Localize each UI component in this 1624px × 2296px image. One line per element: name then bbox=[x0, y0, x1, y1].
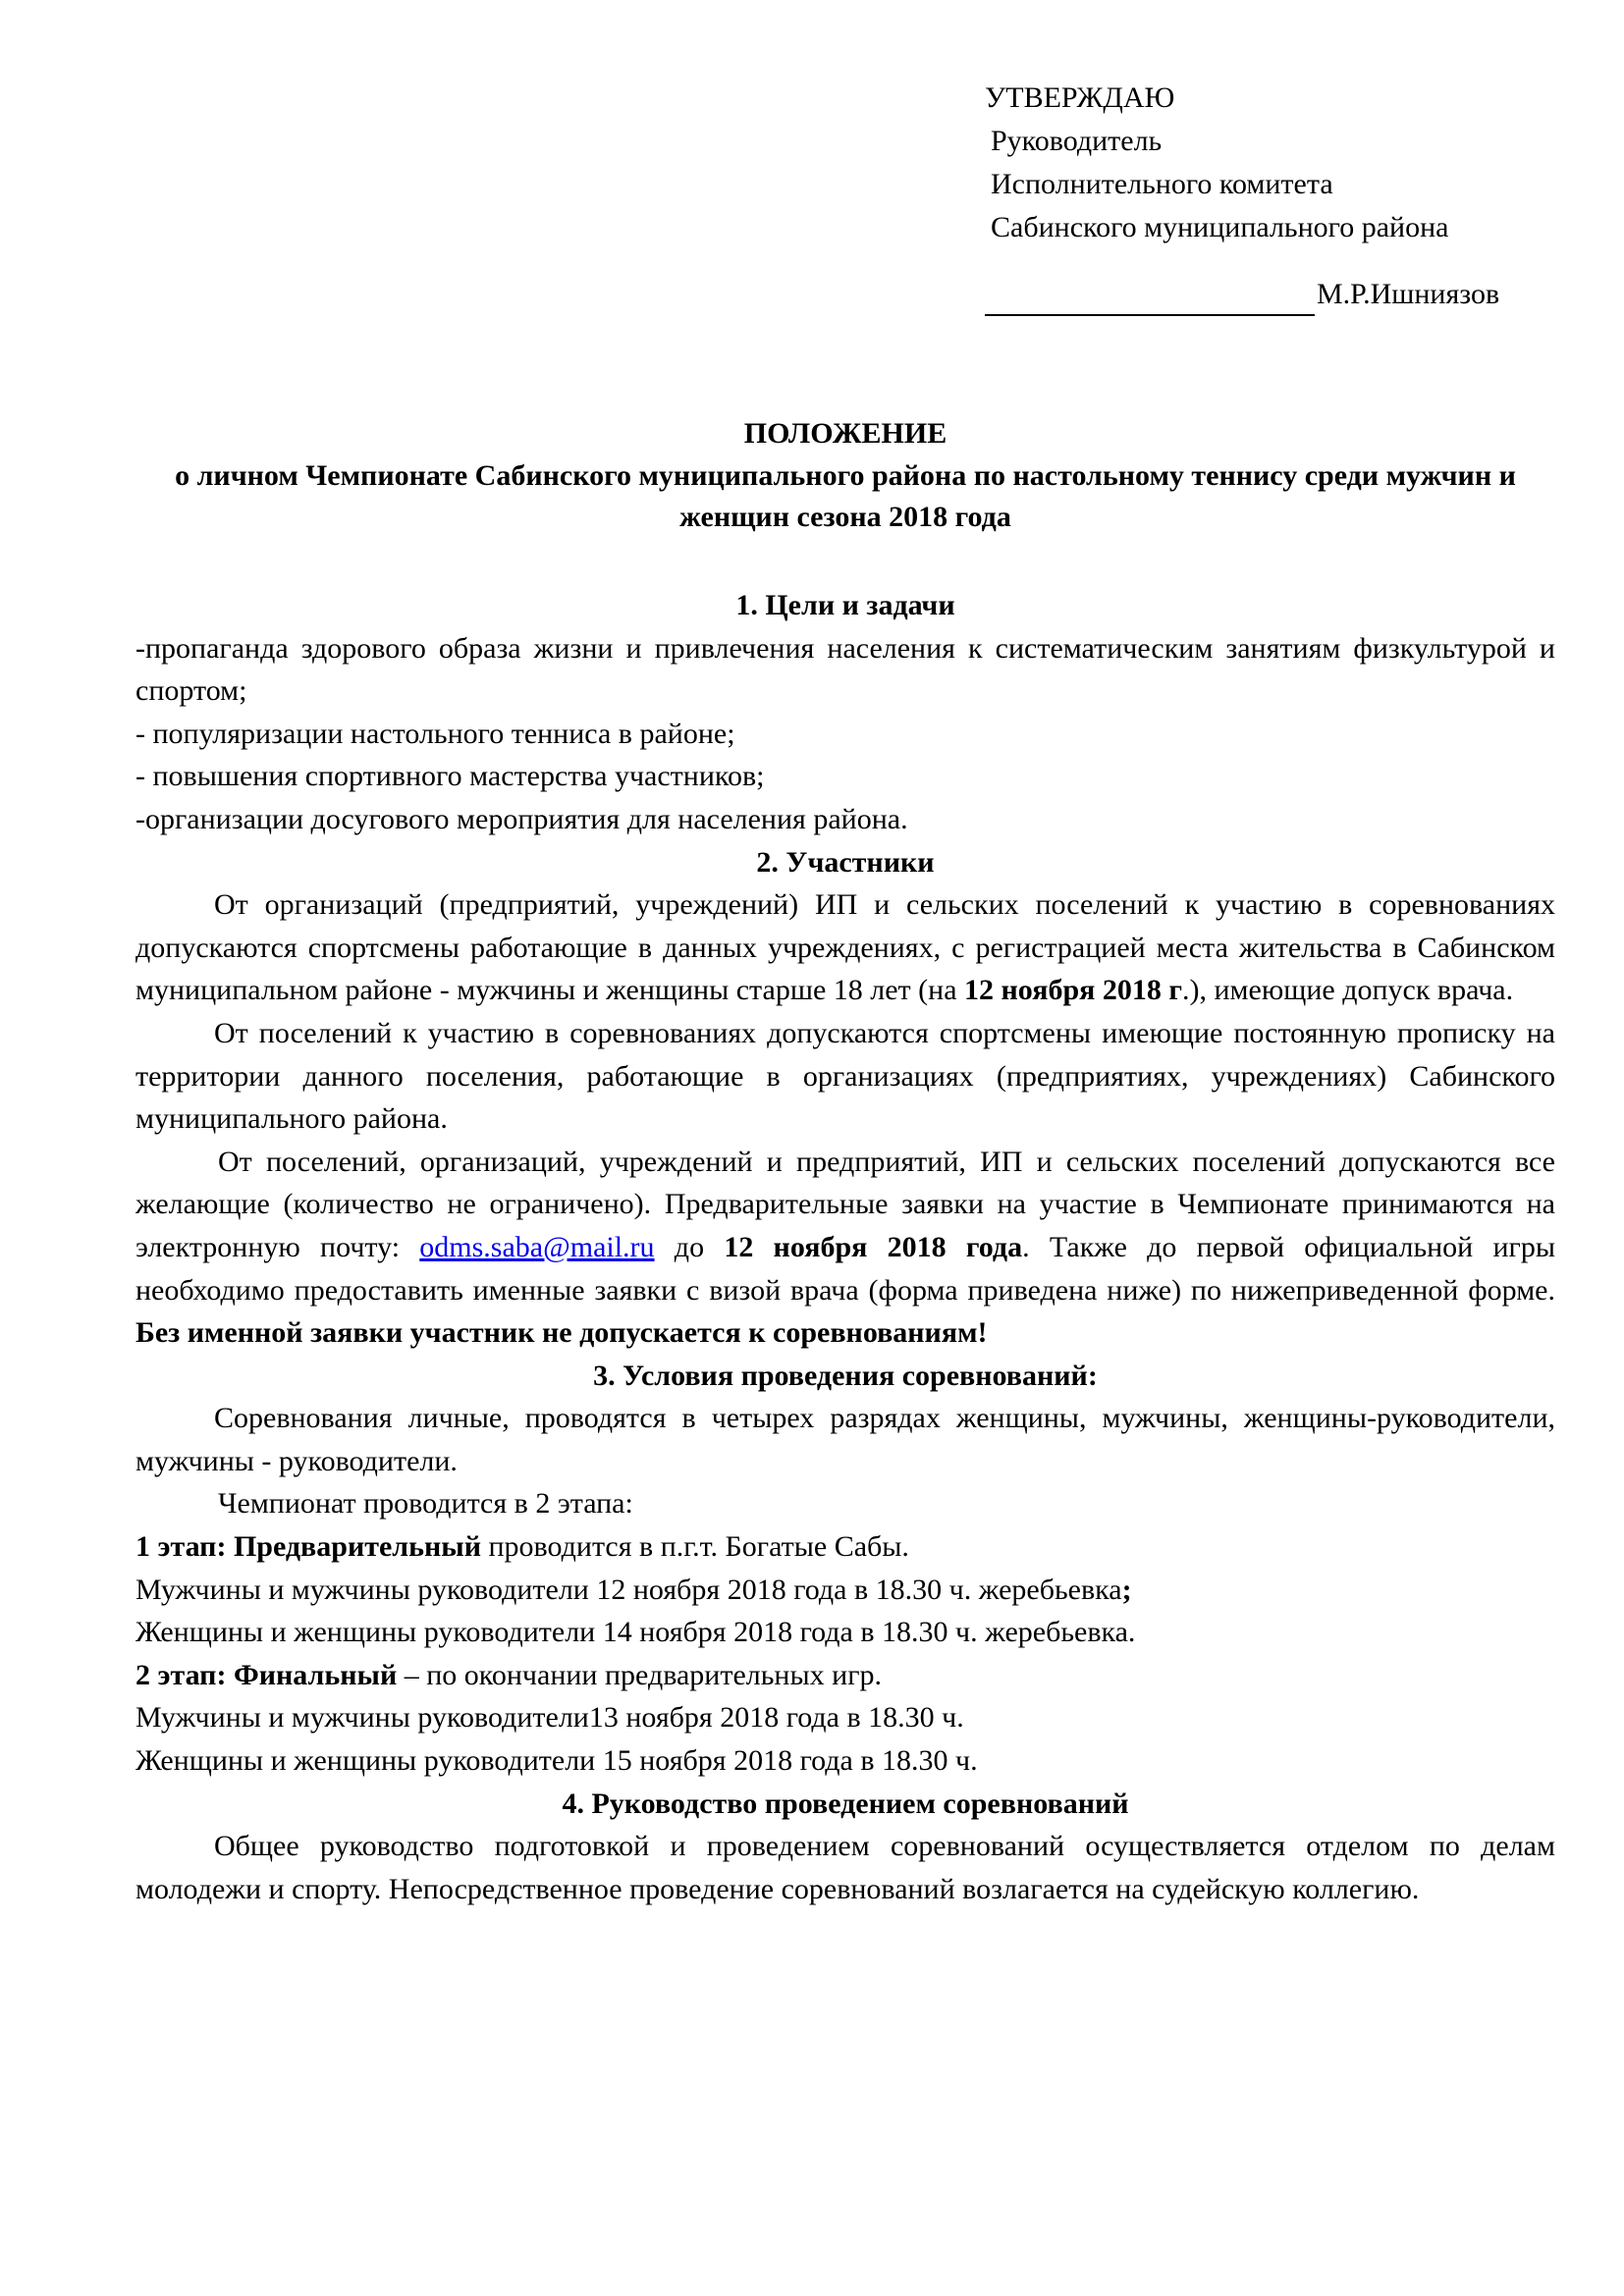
text-run: . Также до первой официальной игры необходимо предоставить именные заявки с визой врача (форма приведена ниже) по нижеприведенной форме. bbox=[135, 1230, 1555, 1307]
document-subtitle: о личном Чемпионате Сабинского муниципального района по настольному теннису среди мужчин и женщин сезона 2018 года bbox=[175, 459, 1516, 533]
document-title-block bbox=[137, 412, 1553, 538]
text-run-bold: ; bbox=[1121, 1573, 1132, 1606]
text-run: проводится в п.г.т. Богатые Сабы. bbox=[480, 1530, 909, 1564]
section-3-heading: 3. Условия проведения соревнований: bbox=[593, 1359, 1098, 1392]
approval-organization: Исполнительного комитета bbox=[991, 168, 1333, 200]
section-2-paragraph-1 bbox=[135, 883, 1555, 1012]
section-2-paragraph-3 bbox=[135, 1141, 1555, 1355]
text-run-bold: 12 ноября 2018 г bbox=[964, 974, 1182, 1007]
stage-1-men-line bbox=[135, 1569, 1555, 1612]
section-1-item: - популяризации настольного тенниса в районе; bbox=[135, 717, 735, 750]
section-1-item: -организации досугового мероприятия для населения района. bbox=[135, 802, 908, 835]
stage-2-line bbox=[135, 1654, 1555, 1697]
section-3-paragraph-1: Соревнования личные, проводятся в четырех разрядах женщины, мужчины, женщины-руководители, мужчины - руководители. bbox=[135, 1402, 1555, 1477]
text-run: .), имеющие допуск врача. bbox=[1182, 974, 1514, 1007]
stage-1-women-line: Женщины и женщины руководители 14 ноября 2018 года в 18.30 ч. жеребьевка. bbox=[135, 1616, 1136, 1649]
section-4-paragraph-1: Общее руководство подготовкой и проведением соревнований осуществляется отделом по делам молодежи и спорту. Непосредственное проведение соревнований возлагается на судейскую коллегию. bbox=[135, 1830, 1555, 1905]
email-link[interactable]: odms.saba@mail.ru bbox=[419, 1230, 655, 1263]
document-title: ПОЛОЖЕНИЕ bbox=[743, 417, 947, 450]
signature-row bbox=[985, 273, 1574, 316]
text-run: От организаций (предприятий, учреждений) ИП и сельских поселений к участию в соревнованиях допускаются спортсмены работающие в данных учреждениях, с регистрацией места жительства в Сабинском муниципальном районе - мужчины и женщины старше 18 лет (на bbox=[135, 888, 1555, 1007]
text-run: до bbox=[654, 1230, 725, 1263]
text-run-bold: Без именной заявки участник не допускается к соревнованиям! bbox=[135, 1316, 988, 1350]
approval-block bbox=[985, 77, 1574, 316]
text-run: Мужчины и мужчины руководители 12 ноября 2018 года в 18.30 ч. жеребьевка bbox=[135, 1573, 1122, 1606]
approval-position: Руководитель bbox=[991, 125, 1163, 157]
stage-2-men-line: Мужчины и мужчины руководители13 ноября 2018 года в 18.30 ч. bbox=[135, 1701, 964, 1735]
stage-2-label: 2 этап: Финальный bbox=[135, 1658, 398, 1691]
approval-district: Сабинского муниципального района bbox=[991, 211, 1449, 243]
signature-line bbox=[985, 285, 1315, 316]
stage-1-label: 1 этап: Предварительный bbox=[135, 1530, 481, 1564]
text-run: От поселений, организаций, учреждений и предприятий, ИП и сельских поселений допускаются все желающие (количество не ограничено). Предварительные заявки на участие в Чемпионате принимаются на электронную почту: bbox=[135, 1145, 1555, 1263]
section-2-paragraph-2: От поселений к участию в соревнованиях допускаются спортсмены имеющие постоянную прописку на территории данного поселения, работающие в организациях (предприятиях, учреждениях) Сабинского муниципального района. bbox=[135, 1016, 1555, 1136]
stage-1-line bbox=[135, 1525, 1555, 1569]
section-1-heading: 1. Цели и задачи bbox=[735, 589, 955, 621]
text-run-bold: 12 ноября 2018 года bbox=[724, 1230, 1023, 1263]
section-4-heading: 4. Руководство проведением соревнований bbox=[562, 1787, 1129, 1820]
section-1-item: -пропаганда здорового образа жизни и привлечения населения к систематическим занятиям физкультурой и спортом; bbox=[135, 631, 1555, 708]
approval-heading: УТВЕРЖДАЮ bbox=[985, 81, 1175, 114]
section-1-item: - повышения спортивного мастерства участников; bbox=[135, 760, 765, 793]
text-run: – по окончании предварительных игр. bbox=[397, 1658, 883, 1691]
stage-2-women-line: Женщины и женщины руководители 15 ноября 2018 года в 18.30 ч. bbox=[135, 1744, 978, 1778]
section-3-paragraph-2: Чемпионат проводится в 2 этапа: bbox=[218, 1487, 633, 1521]
signatory-name: М.Р.Ишниязов bbox=[1317, 278, 1500, 310]
document-body bbox=[135, 584, 1555, 1910]
section-2-heading: 2. Участники bbox=[756, 845, 935, 879]
